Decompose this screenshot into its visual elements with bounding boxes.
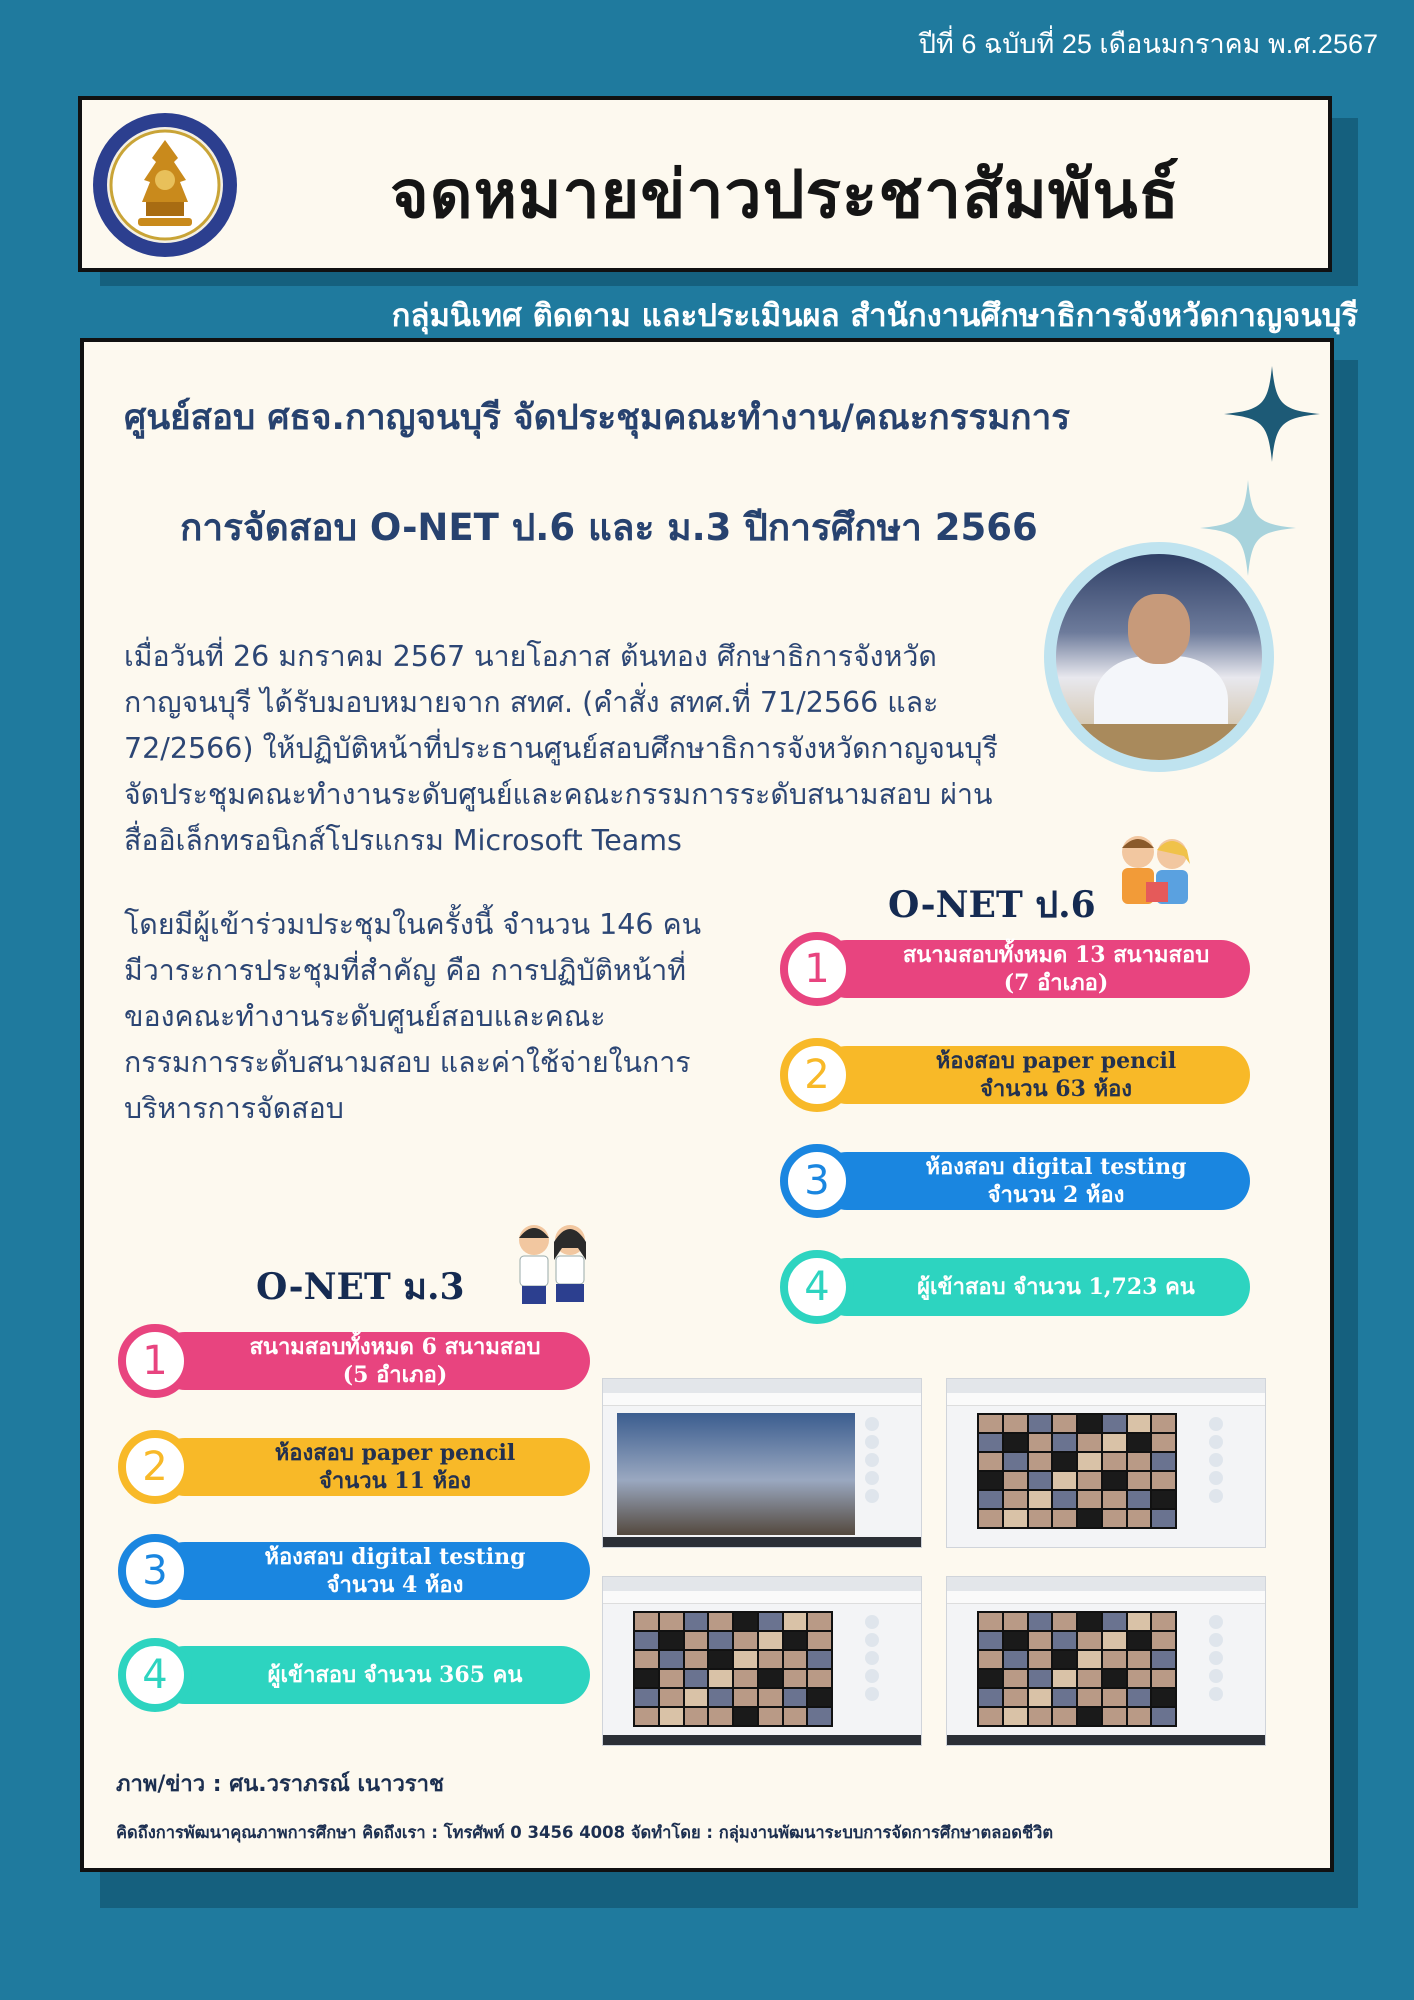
item-line1: ห้องสอบ paper pencil	[935, 1048, 1177, 1074]
teams-meeting-screenshot-4	[946, 1576, 1266, 1746]
item-number: 3	[118, 1534, 192, 1608]
officer-photo	[1056, 554, 1262, 760]
onet-m3-item-3	[118, 1534, 590, 1608]
item-line1: ห้องสอบ digital testing	[925, 1154, 1187, 1180]
item-number: 2	[780, 1038, 854, 1112]
item-line1: ห้องสอบ paper pencil	[274, 1440, 516, 1466]
onet-m3-title: O-NET ม.3	[256, 1266, 465, 1308]
item-number: 3	[780, 1144, 854, 1218]
onet-m3-item-1	[118, 1324, 590, 1398]
onet-p6-title: O-NET ป.6	[888, 884, 1096, 926]
newsletter-title: จดหมายข่าวประชาสัมพันธ์	[390, 156, 1180, 233]
item-line1: สนามสอบทั้งหมด 13 สนามสอบ	[902, 942, 1210, 968]
item-line1: ห้องสอบ digital testing	[264, 1544, 526, 1570]
teams-meeting-screenshot-1	[602, 1378, 922, 1548]
item-line2: จำนวน 4 ห้อง	[326, 1572, 464, 1598]
item-line1: ผู้เข้าสอบ จำนวน 1,723 คน	[917, 1274, 1195, 1300]
teams-meeting-screenshot-3	[602, 1576, 922, 1746]
item-line2: จำนวน 11 ห้อง	[318, 1468, 472, 1494]
provincial-education-office-seal-icon	[90, 110, 240, 260]
onet-m3-item-2	[118, 1430, 590, 1504]
onet-p6-item-3	[780, 1144, 1250, 1218]
item-line2: (7 อำเภอ)	[1003, 970, 1109, 996]
item-line1: ผู้เข้าสอบ จำนวน 365 คน	[267, 1662, 523, 1688]
item-number: 1	[780, 932, 854, 1006]
item-line1: สนามสอบทั้งหมด 6 สนามสอบ	[249, 1334, 541, 1360]
office-subtitle: กลุ่มนิเทศ ติดตาม และประเมินผล สำนักงานศึกษาธิการจังหวัดกาญจนบุรี	[391, 298, 1358, 334]
item-line2: (5 อำเภอ)	[342, 1362, 448, 1388]
headline-line-1: ศูนย์สอบ ศธจ.กาญจนบุรี จัดประชุมคณะทำงาน/คณะกรรมการ	[124, 398, 1071, 438]
onet-p6-item-4	[780, 1250, 1250, 1324]
header-card	[78, 96, 1332, 272]
article-paragraph-2: โดยมีผู้เข้าร่วมประชุมในครั้งนี้ จำนวน 146 คน มีวาระการประชุมที่สำคัญ คือ การปฏิบัติหน้าที่ของคณะทำงานระดับศูนย์สอบและคณะกรรมการระดับสนามสอบ และค่าใช้จ่ายในการบริหารการจัดสอบ	[124, 908, 702, 1125]
secondary-students-icon	[508, 1220, 598, 1308]
officer-photo-frame	[1044, 542, 1274, 772]
onet-p6-item-2	[780, 1038, 1250, 1112]
photo-news-credit: ภาพ/ข่าว : ศน.วราภรณ์ เนาวราช	[116, 1772, 444, 1797]
item-line2: จำนวน 63 ห้อง	[979, 1076, 1133, 1102]
item-number: 2	[118, 1430, 192, 1504]
headline-line-2: การจัดสอบ O-NET ป.6 และ ม.3 ปีการศึกษา 2566	[180, 506, 1038, 549]
issue-line: ปีที่ 6 ฉบับที่ 25 เดือนมกราคม พ.ศ.2567	[918, 29, 1378, 59]
onet-p6-item-1	[780, 932, 1250, 1006]
item-number: 4	[780, 1250, 854, 1324]
main-card	[80, 338, 1334, 1872]
primary-kids-icon	[1110, 830, 1200, 918]
article-paragraph-1: เมื่อวันที่ 26 มกราคม 2567 นายโอภาส ต้นทอง ศึกษาธิการจังหวัดกาญจนบุรี ได้รับมอบหมายจาก สทศ. (คำสั่ง สทศ.ที่ 71/2566 และ 72/2566) ให้ปฏิบัติหน้าที่ประธานศูนย์สอบศึกษาธิการจังหวัดกาญจนบุรี จัดประชุมคณะทำงานระดับศูนย์และคณะกรรมการระดับสนามสอบ ผ่านสื่ออิเล็กทรอนิกส์โปรแกรม Microsoft Teams	[124, 640, 998, 857]
item-number: 1	[118, 1324, 192, 1398]
sparkle-icon	[1224, 366, 1320, 462]
teams-meeting-screenshot-2	[946, 1378, 1266, 1548]
footer-contact: คิดถึงการพัฒนาคุณภาพการศึกษา คิดถึงเรา : โทรศัพท์ 0 3456 4008 จัดทำโดย : กลุ่มงานพัฒนาระบบการจัดการศึกษาตลอดชีวิต	[116, 1823, 1054, 1842]
onet-m3-item-4	[118, 1638, 590, 1712]
item-number: 4	[118, 1638, 192, 1712]
item-line2: จำนวน 2 ห้อง	[987, 1182, 1125, 1208]
